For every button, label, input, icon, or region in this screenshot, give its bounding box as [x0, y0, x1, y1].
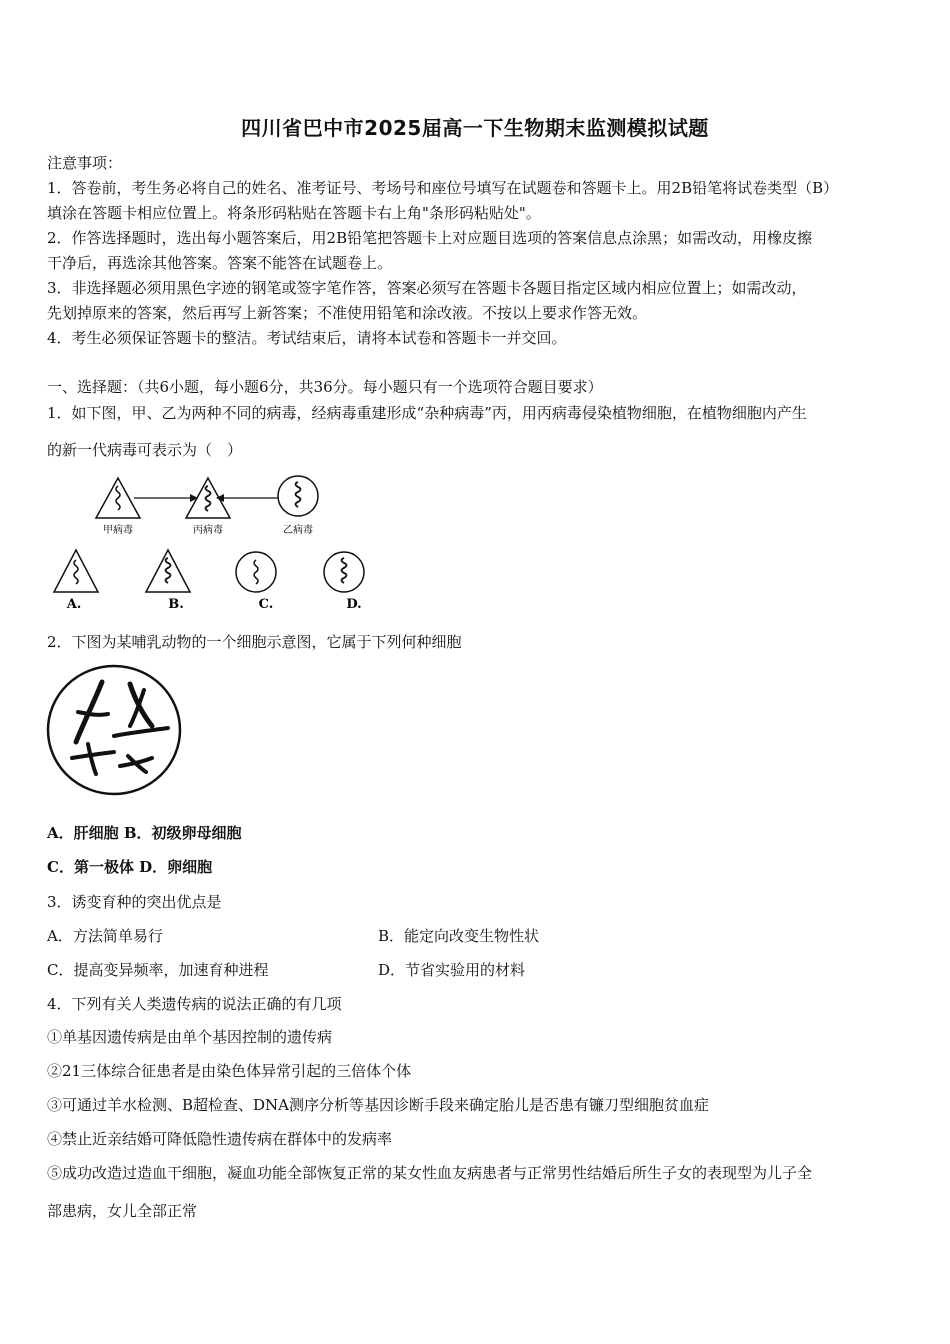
- notice-line: 干净后，再选涂其他答案。答案不能答在试题卷上。: [47, 254, 393, 272]
- chromosome-icon: [72, 682, 168, 774]
- virus-diagram: [40, 470, 380, 620]
- q4-statement-cont: 部患病，女儿全部正常: [47, 1202, 198, 1220]
- q2-options-row1: A．肝细胞 B．初级卵母细胞: [47, 824, 242, 842]
- option-b-label: B.: [168, 597, 184, 612]
- notice-line: 4．考生必须保证答题卡的整洁。考试结束后，请将本试卷和答题卡一并交回。: [47, 329, 567, 347]
- yi-virus-label: 乙病毒: [283, 525, 313, 536]
- notice-line: 2．作答选择题时，选出每小题答案后，用2B铅笔把答题卡上对应题目选项的答案信息点涂黑；如需改动，用橡皮擦: [47, 229, 813, 247]
- option-a-label: A.: [66, 597, 82, 612]
- q4-statement: ⑤成功改造过造血干细胞，凝血功能全部恢复正常的某女性血友病患者与正常男性结婚后所生子女的表现型为儿子全: [47, 1164, 813, 1182]
- jia-virus-icon: [96, 478, 140, 518]
- option-d-label: D.: [346, 597, 362, 612]
- page-title: 四川省巴中市2025届高一下生物期末监测模拟试题: [241, 116, 709, 140]
- q3-option-c: C．提高变异频率，加速育种进程: [47, 961, 269, 979]
- q4-statement: ④禁止近亲结婚可降低隐性遗传病在群体中的发病率: [47, 1130, 393, 1148]
- bing-virus-label: 丙病毒: [193, 525, 223, 536]
- q4-statement: ①单基因遗传病是由单个基因控制的遗传病: [47, 1028, 333, 1046]
- notice-line: 1．答卷前，考生务必将自己的姓名、准考证号、考场号和座位号填写在试题卷和答题卡上。用2B铅笔将试卷类型（B）: [47, 179, 839, 197]
- q1-stem-cont: 的新一代病毒可表示为（ ）: [47, 441, 243, 459]
- q4-stem: 4．下列有关人类遗传病的说法正确的有几项: [47, 995, 342, 1013]
- q4-statement: ③可通过羊水检测、B超检查、DNA测序分析等基因诊断手段来确定胎儿是否患有镰刀型细胞贫血症: [47, 1096, 710, 1114]
- q3-option-b: B．能定向改变生物性状: [378, 927, 540, 945]
- option-a-icon: [54, 550, 98, 592]
- arrow-icon: [216, 494, 278, 502]
- notice-line: 3．非选择题必须用黑色字迹的钢笔或签字笔作答，答案必须写在答题卡各题目指定区域内相应位置上；如需改动，: [47, 279, 807, 297]
- jia-virus-label: 甲病毒: [103, 525, 133, 536]
- q3-option-a: A．方法简单易行: [47, 927, 163, 945]
- q2-stem: 2．下图为某哺乳动物的一个细胞示意图，它属于下列何种细胞: [47, 633, 462, 651]
- option-d-icon: [324, 552, 364, 592]
- notice-line: 填涂在答题卡相应位置上。将条形码粘贴在答题卡右上角"条形码粘贴处"。: [47, 204, 541, 222]
- q2-options-row2: C．第一极体 D．卵细胞: [47, 858, 213, 876]
- q3-stem: 3．诱变育种的突出优点是: [47, 893, 222, 911]
- option-c-label: C.: [258, 597, 274, 612]
- notice-line: 先划掉原来的答案，然后再写上新答案；不准使用铅笔和涂改液。不按以上要求作答无效。: [47, 304, 648, 322]
- q1-stem: 1．如下图，甲、乙为两种不同的病毒，经病毒重建形成“杂种病毒”丙，用丙病毒侵染植物细胞，在植物细胞内产生: [47, 404, 807, 422]
- section-heading: 一、选择题：（共6小题，每小题6分，共36分。每小题只有一个选项符合题目要求）: [47, 378, 603, 396]
- q4-statement: ②21三体综合征患者是由染色体异常引起的三倍体个体: [47, 1062, 412, 1080]
- arrow-icon: [134, 494, 198, 502]
- option-c-icon: [236, 552, 276, 592]
- cell-diagram: [44, 662, 186, 802]
- q3-option-d: D．节省实验用的材料: [378, 961, 526, 979]
- option-b-icon: [146, 550, 190, 592]
- notice-heading: 注意事项：: [47, 154, 123, 172]
- yi-virus-icon: [278, 476, 318, 516]
